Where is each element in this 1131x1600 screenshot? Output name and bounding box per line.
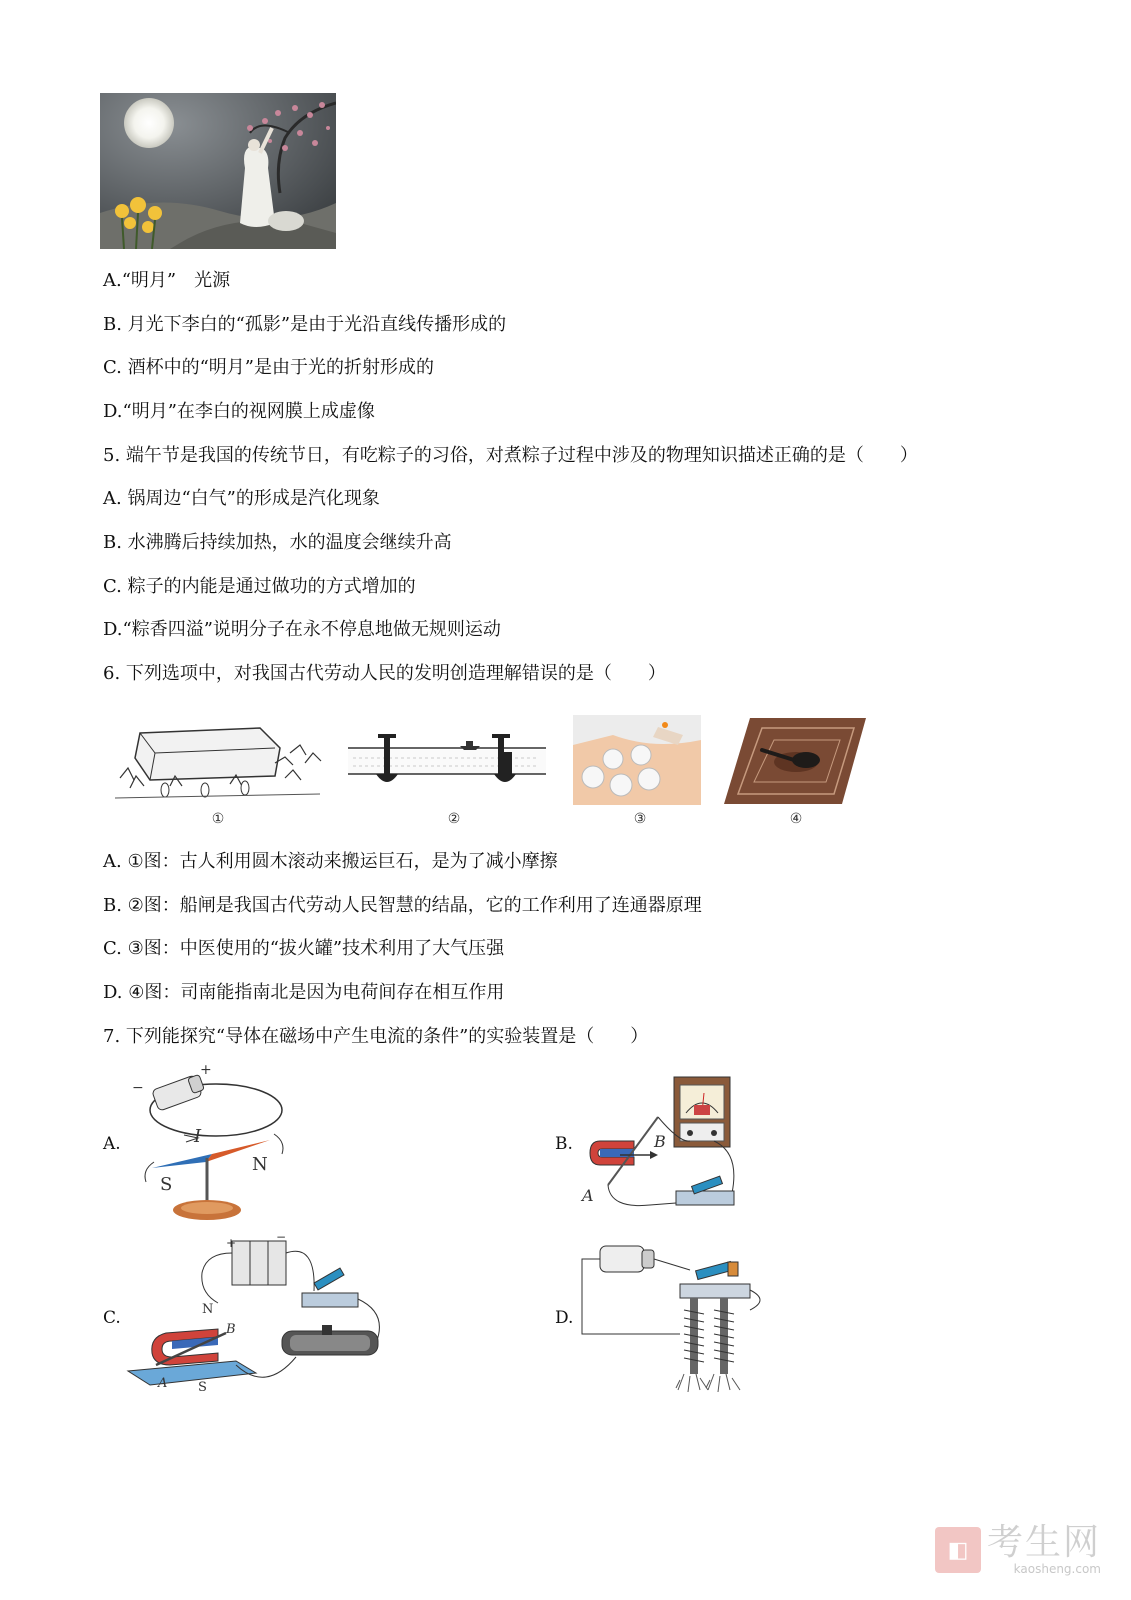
fig-c-minus: − bbox=[276, 1233, 287, 1244]
figure-ship-lock bbox=[348, 732, 546, 796]
fig-c-plus: + bbox=[226, 1236, 237, 1250]
logo-text-cn: 考生网 bbox=[986, 1522, 1101, 1563]
figure-electromagnet bbox=[580, 1240, 776, 1396]
fig-c-s: S bbox=[198, 1380, 207, 1395]
q5-option-a: A. 锅周边“白气”的形成是汽化现象 bbox=[103, 488, 380, 509]
fig-a-minus: − bbox=[132, 1080, 144, 1096]
q6-option-d: D. ④图：司南能指南北是因为电荷间存在相互作用 bbox=[103, 982, 505, 1003]
fig-b-b: B bbox=[654, 1132, 666, 1151]
q5-option-c: C. 粽子的内能是通过做功的方式增加的 bbox=[103, 576, 416, 597]
q7-option-c-label: C. bbox=[103, 1308, 121, 1328]
kaosheng-logo bbox=[935, 1524, 1101, 1576]
fig-a-current: I bbox=[194, 1126, 202, 1147]
q7-option-b-label: B. bbox=[555, 1134, 573, 1154]
q6-option-c: C. ③图：中医使用的“拔火罐”技术利用了大气压强 bbox=[103, 938, 505, 959]
fig-c-b: B bbox=[226, 1322, 236, 1337]
figure-sinan-compass bbox=[722, 716, 868, 806]
q4-option-a: A.“明月” 光源 bbox=[103, 270, 231, 291]
q7-option-d-label: D. bbox=[555, 1308, 574, 1328]
q4-option-c: C. 酒杯中的“明月”是由于光的折射形成的 bbox=[103, 357, 434, 378]
q5-option-b: B. 水沸腾后持续加热，水的温度会继续升高 bbox=[103, 532, 452, 553]
q7-stem: 7. 下列能探究“导体在磁场中产生电流的条件”的实验装置是（ ） bbox=[103, 1026, 649, 1047]
figure-galvanometer-circuit bbox=[580, 1073, 756, 1215]
q6-option-a: A. ①图：古人利用圆木滚动来搬运巨石，是为了减小摩擦 bbox=[103, 851, 558, 872]
logo-mark-icon: ◧ bbox=[935, 1527, 981, 1573]
caption-3: ③ bbox=[633, 811, 647, 827]
q5-option-d: D.“粽香四溢”说明分子在永不停息地做无规则运动 bbox=[103, 619, 501, 640]
fig-c-a: A bbox=[158, 1376, 168, 1391]
fig-a-s: S bbox=[160, 1174, 173, 1195]
logo-text-en: kaosheng.com bbox=[1013, 1562, 1101, 1576]
fig-a-n: N bbox=[252, 1154, 268, 1175]
q4-option-b: B. 月光下李白的“孤影”是由于光沿直线传播形成的 bbox=[103, 314, 507, 335]
q7-option-a-label: A. bbox=[103, 1134, 121, 1154]
q6-stem: 6. 下列选项中，对我国古代劳动人民的发明创造理解错误的是（ ） bbox=[103, 663, 666, 684]
caption-4: ④ bbox=[789, 811, 803, 827]
fig-c-n: N bbox=[202, 1302, 214, 1317]
fig-a-plus: + bbox=[200, 1062, 212, 1078]
q4-option-d: D.“明月”在李白的视网膜上成虚像 bbox=[103, 401, 375, 422]
caption-2: ② bbox=[447, 811, 461, 827]
q6-option-b: B. ②图：船闸是我国古代劳动人民智慧的结晶，它的工作利用了连通器原理 bbox=[103, 895, 702, 916]
q5-stem: 5. 端午节是我国的传统节日，有吃粽子的习俗，对煮粽子过程中涉及的物理知识描述正确的是（ ） bbox=[103, 445, 918, 466]
fig-b-a: A bbox=[582, 1186, 594, 1205]
caption-1: ① bbox=[211, 811, 225, 827]
figure-motor-circuit bbox=[126, 1233, 388, 1403]
figure-oersted bbox=[124, 1062, 300, 1224]
figure-rolling-logs bbox=[110, 718, 326, 806]
figure-cupping bbox=[573, 715, 701, 805]
moon-scene-image bbox=[100, 93, 336, 249]
